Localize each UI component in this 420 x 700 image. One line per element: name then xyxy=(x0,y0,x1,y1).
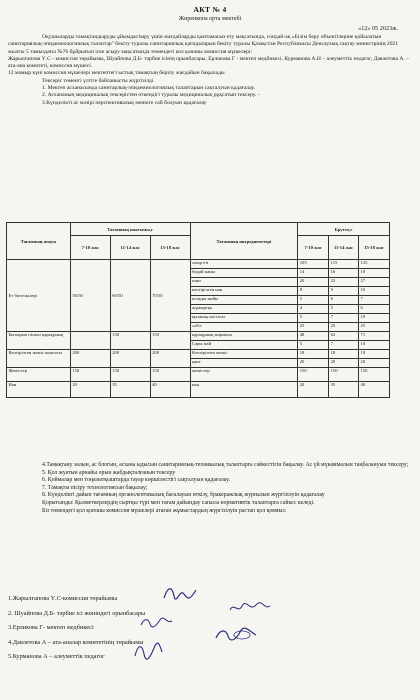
signers-list xyxy=(8,592,412,665)
dish-name: Бытырып піскен қарақұмық xyxy=(7,332,71,350)
closing-statement: Біз төмендегі қол қоюшы комиссия мүшелері атаған жұмыстардың жүргізілуін растап қол қоямыз: xyxy=(42,507,287,514)
ingredient-name: жемістер xyxy=(190,368,298,382)
inspection-basis: Тексеріс төменгі үлгіге байланысты жүргізілді xyxy=(42,77,154,84)
ingredient-name: кептірілген нан xyxy=(190,287,298,296)
brutto-value: 6 xyxy=(329,296,359,305)
ingredient-name: бидай наны xyxy=(190,269,298,278)
dish-portion: 150 xyxy=(110,368,150,382)
check-item-6: 6. Қоймалар мен тоңазытқыштарда тауар көршілестігі сақталуын қадағалау. xyxy=(42,477,230,484)
ingredient-name: нан xyxy=(190,382,298,398)
check-item-2: 2. Асхананың медициналық тексерістен өткендігі туралы медициналық рұқсатын тексеру. - xyxy=(42,92,260,99)
brutto-value: 150 xyxy=(359,368,390,382)
brutto-value: 25 xyxy=(298,323,329,332)
signer-line: 1.Жарылғапова Ү.С-комиссия төрайымы xyxy=(8,595,118,602)
dish-portion: 130 xyxy=(110,332,150,350)
brutto-value: 125 xyxy=(359,260,390,269)
brutto-value: 20 xyxy=(359,359,390,368)
header-age: 7-10 жас xyxy=(70,236,110,260)
ingredient-name: қарақұмық жармасы xyxy=(190,332,298,341)
brutto-value: 25 xyxy=(329,323,359,332)
table-row xyxy=(7,368,390,382)
brutto-value: 20 xyxy=(298,382,329,398)
check-item-1: 1. Мектеп асханасында санитарлық-эпидемиологиялық талаптарын сақталуын қадағалау. xyxy=(42,85,256,92)
table-row xyxy=(7,382,390,398)
brutto-value: 18 xyxy=(298,350,329,359)
brutto-value: 25 xyxy=(359,323,390,332)
brutto-value: 7 xyxy=(359,296,390,305)
dish-portion: 150 xyxy=(70,368,110,382)
dish-portion: 40 xyxy=(150,382,190,398)
intro-paragraph: Оқушыларды тамақтандыруды ұйымдастыру үшін жағдайларды қамтамасыз ету мақсатында, сондай-ақ «Білім беру объектілеріне қойылатын санитариялық-эпидемиологиялық талаптар" бекіту туралы санитариялық қағидаларын бекіту туралы Қазақстан Республикасы Денсаулық сақтау министрінің 2021 жылғы 5 тамыздағы №76 бұйрығын іске асыру мақсатында төмендегі кол қоюшы комиссия мүшелері: xyxy=(8,34,399,55)
brutto-value: 18 xyxy=(359,350,390,359)
signature-5 xyxy=(130,640,164,662)
brutto-value: 35 xyxy=(329,382,359,398)
brutto-value: 8 xyxy=(298,287,329,296)
ingredient-name: жұмыртқа xyxy=(190,305,298,314)
signature-1 xyxy=(160,584,200,604)
inspection-statement: 12 мамыр күні комиссия мүшелері мектептегі ыстық тамақтың берілу жағдайын бақылады xyxy=(8,70,225,77)
dish-name: Кептірілген жеміс компоты xyxy=(7,350,71,368)
conclusion: Қорытынды: Қызметкерлердің сыртқы түрі мен тағам дайындау сапасы нормативтік талаптарға сәйкес келеді. xyxy=(42,499,315,506)
header-age: 7-10 жас xyxy=(298,236,329,260)
dish-portion: 60/50 xyxy=(110,260,150,332)
dish-portion: 35 xyxy=(110,382,150,398)
signature-2 xyxy=(226,600,272,616)
school-name: Жиренкопа орта мектебі xyxy=(178,16,242,22)
header-brutto: Брутто,г xyxy=(298,223,390,236)
brutto-value: 10 xyxy=(359,341,390,350)
signature-4 xyxy=(212,626,258,644)
menu-table xyxy=(6,222,390,398)
ingredient-name: қант xyxy=(190,359,298,368)
ingredient-name: сәбіз xyxy=(190,323,298,332)
check-item-7: 7. Тамақты пісіру технологиясын бақылау; xyxy=(42,484,148,491)
brutto-value: 20 xyxy=(298,359,329,368)
brutto-value: 20 xyxy=(298,278,329,287)
brutto-value: 5 xyxy=(298,341,329,350)
header-food-name: Тағамның атауы xyxy=(7,223,71,260)
check-item-3: 3.Күнделікті ас мәзірі перспективалық менюге сай болуын қадағалау xyxy=(42,99,207,106)
ingredient-name: өсімдік майы xyxy=(190,296,298,305)
check-item-8: 8. Күнделікті дайын тағамның органолептикалық бағалауын өткізу, бракеражлық журналын жүргізілуін қадағалау xyxy=(42,492,325,499)
brutto-value: 14 xyxy=(298,269,329,278)
signer-line: 4.Давлетова А – ата-аналар комитетінің төрайымы xyxy=(8,638,144,646)
header-age: 15-18 жас xyxy=(150,236,190,260)
dish-portion: 200 xyxy=(150,350,190,368)
brutto-value: 16 xyxy=(329,269,359,278)
brutto-value: 18 xyxy=(329,350,359,359)
brutto-value: 10 xyxy=(359,287,390,296)
act-date: «12» 05 2023ж. xyxy=(358,25,398,32)
brutto-value: 62 xyxy=(329,332,359,341)
signer-line: 3.Ерликова Г- мектеп медбикесі xyxy=(8,624,94,631)
dish-portion: 200 xyxy=(70,350,110,368)
signer-line: 5.Курманова А – алеуметтік педагог xyxy=(8,653,105,660)
dish-portion: 70/50 xyxy=(150,260,190,332)
ingredient-name: қызанақ пастасы xyxy=(190,314,298,323)
header-age: 11-14 жас xyxy=(329,236,359,260)
dish-name: Нан xyxy=(7,382,71,398)
table-row xyxy=(7,350,390,359)
brutto-value: 150 xyxy=(329,368,359,382)
act-title: АКТ № 4 xyxy=(193,5,227,14)
header-portion: Тағамның шығымы,г xyxy=(70,223,190,236)
brutto-value: 6 xyxy=(359,305,390,314)
dish-portion: 150 xyxy=(150,332,190,350)
signature-3 xyxy=(138,614,174,630)
brutto-value: 71 xyxy=(359,332,390,341)
dish-name: Ет биточкілері xyxy=(7,260,71,332)
brutto-value: 105 xyxy=(298,260,329,269)
brutto-value: 27 xyxy=(359,278,390,287)
check-item-4: 4.Тамақтану залын, ас блогын, асхана ыдысын санитариялық-техникалық талаптарға сәйкестігін бақылау. Ас үй мүкаммалын таңбалануын тексеру; xyxy=(42,462,409,468)
ingredient-name: пияз xyxy=(190,278,298,287)
signer-line: 2. Шуайпова Д.Б- тәрбие ісі жөніндегі орынбасары xyxy=(8,609,146,617)
header-age: 11-14 жас xyxy=(110,236,150,260)
intro-block xyxy=(8,34,412,107)
brutto-value: 10 xyxy=(359,314,390,323)
brutto-value: 7 xyxy=(329,341,359,350)
dish-portion: 20 xyxy=(70,382,110,398)
table-row xyxy=(7,332,390,341)
header-age: 15-18 жас xyxy=(359,236,390,260)
table-row xyxy=(7,260,390,269)
checks-block xyxy=(8,462,412,515)
brutto-value: 5 xyxy=(329,305,359,314)
ingredient-name: сиыр еті xyxy=(190,260,298,269)
brutto-value: 48 xyxy=(298,332,329,341)
brutto-value: 7 xyxy=(329,314,359,323)
commission-members: Жарылғапова Ү.С - комиссия төрайымы, Шуайпова Д.Б- тәрбие ісінің орынбасары, Ерликова Г - мектеп медбикесі, Курманова А.Н – алеуметтік педагог, Давлетова А. – ата-ана комитеті, комиссия мүшесі. xyxy=(8,55,410,70)
dish-portion: 50/50 xyxy=(70,260,110,332)
header-ingredients: Тағамның ингредиенттері xyxy=(190,223,298,260)
dish-portion: 150 xyxy=(150,368,190,382)
brutto-value: 150 xyxy=(298,368,329,382)
brutto-value: 23 xyxy=(329,278,359,287)
dish-portion xyxy=(70,332,110,350)
dish-name: Жемістер xyxy=(7,368,71,382)
brutto-value: 5 xyxy=(298,296,329,305)
brutto-value: 4 xyxy=(298,305,329,314)
brutto-value: 18 xyxy=(359,269,390,278)
ingredient-name: Кептірілген жеміс xyxy=(190,350,298,359)
brutto-value: 5 xyxy=(298,314,329,323)
dish-portion: 200 xyxy=(110,350,150,368)
brutto-value: 115 xyxy=(329,260,359,269)
check-item-5: 5. Қол жуатын арнайы орын жабдықталғанын тексеру xyxy=(42,469,176,476)
brutto-value: 9 xyxy=(329,287,359,296)
brutto-value: 40 xyxy=(359,382,390,398)
ingredient-name: Сары май xyxy=(190,341,298,350)
brutto-value: 20 xyxy=(329,359,359,368)
